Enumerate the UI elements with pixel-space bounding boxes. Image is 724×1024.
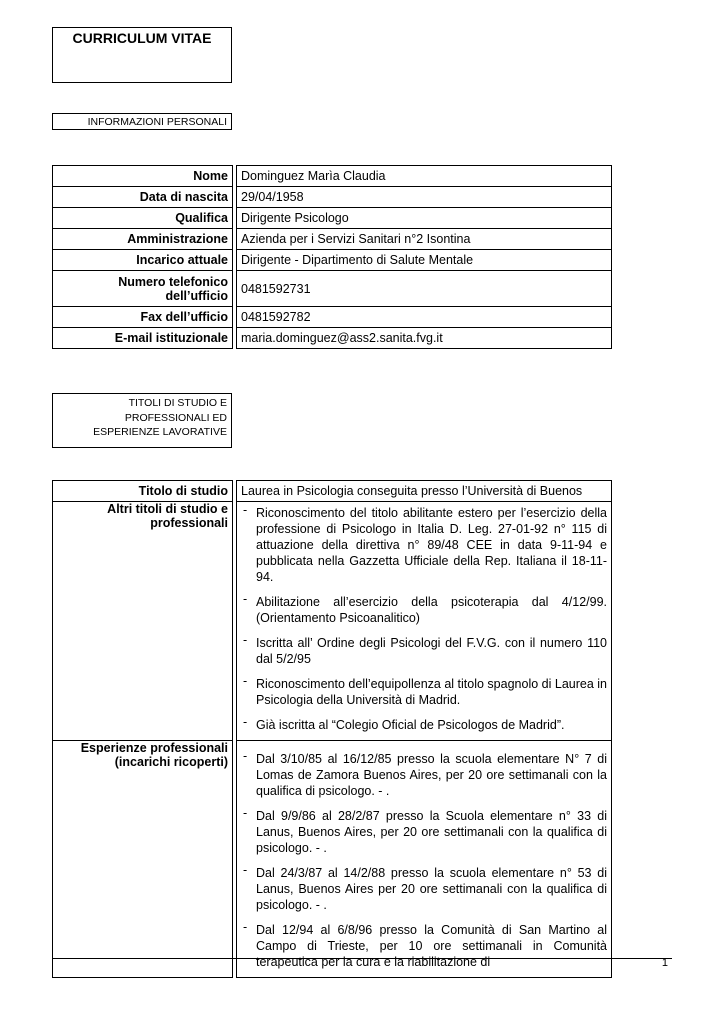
field-value: Dirigente - Dipartimento di Salute Mentale [237, 250, 612, 271]
list-item: - Riconoscimento del titolo abilitante estero per l’esercizio della professione di Psicologo in Italia D. Leg. 27-01-92 n° 115 di attuazione della direttiva n° 89/48 CEE in data 9-11-94 e pubblicata nella Gazzetta Ufficiale della Rep. Italiana il 18-11-94. [241, 505, 607, 585]
table-row [53, 741, 612, 978]
personal-info-table [52, 165, 612, 349]
list-item: - Iscritta all’ Ordine degli Psicologi del F.V.G. con il numero 110 dal 5/2/95 [241, 635, 607, 667]
education-section-heading [52, 393, 232, 448]
field-label: Altri titoli di studio e professionali [53, 502, 233, 741]
field-label: Qualifica [53, 208, 233, 229]
field-label: Nome [53, 166, 233, 187]
personal-section-label: INFORMAZIONI PERSONALI [87, 116, 227, 128]
field-value: Dirigente Psicologo [237, 208, 612, 229]
list-item: - Dal 3/10/85 al 16/12/85 presso la scuola elementare N° 7 di Lomas de Zamora Buenos Aires, per 20 ore settimanali con la qualifica di psicologo. - . [241, 751, 607, 799]
field-label: Numero telefonico dell’ufficio [53, 271, 233, 307]
list-item: - Dal 24/3/87 al 14/2/88 presso la scuola elementare n° 53 di Lanus, Buenos Aires per 20 ore settimanali con la qualifica di psicologo. - . [241, 865, 607, 913]
field-label: Fax dell’ufficio [53, 307, 233, 328]
field-label: Incarico attuale [53, 250, 233, 271]
section-line: TITOLI DI STUDIO E [128, 397, 227, 409]
list-item: - Riconoscimento dell’equipollenza al titolo spagnolo di Laurea in Psicologia della Università di Madrid. [241, 676, 607, 708]
table-row [53, 250, 612, 271]
field-value: 0481592782 [237, 307, 612, 328]
field-value: 0481592731 [237, 271, 612, 307]
title-box [52, 27, 232, 83]
section-line: PROFESSIONALI ED [124, 411, 227, 424]
field-label: Esperienze professionali (incarichi ricoperti) [53, 741, 233, 978]
table-row [53, 208, 612, 229]
list-item: - Già iscritta al “Colegio Oficial de Psicologos de Madrid”. [241, 717, 607, 733]
table-row [53, 187, 612, 208]
page-number: 1 [661, 957, 668, 969]
document-title: CURRICULUM VITAE [72, 30, 212, 46]
list-item: - Abilitazione all’esercizio della psicoterapia dal 4/12/99.(Orientamento Psicoanalitico) [241, 594, 607, 626]
field-value [237, 741, 612, 978]
table-row [53, 481, 612, 502]
section-line: ESPERIENZE LAVORATIVE [93, 426, 227, 438]
field-value: Azienda per i Servizi Sanitari n°2 Isontina [237, 229, 612, 250]
list-item: - Dal 9/9/86 al 28/2/87 presso la Scuola elementare n° 33 di Lanus, Buenos Aires, per 20 ore settimanali con la qualifica di psicologo. - . [241, 808, 607, 856]
personal-section-heading [52, 113, 232, 130]
field-label: Amministrazione [53, 229, 233, 250]
field-value [237, 502, 612, 741]
table-row [53, 271, 612, 307]
field-value: 29/04/1958 [237, 187, 612, 208]
field-label: Data di nascita [53, 187, 233, 208]
email-value: maria.dominguez@ass2.sanita.fvg.it [237, 328, 612, 349]
field-label: E-mail istituzionale [53, 328, 233, 349]
table-row [53, 166, 612, 187]
table-row [53, 328, 612, 349]
table-row [53, 502, 612, 741]
experience-list [241, 741, 607, 970]
field-value: Laurea in Psicologia conseguita presso l’Università di Buenos [237, 481, 612, 502]
table-row [53, 307, 612, 328]
footer-divider [52, 958, 672, 959]
field-label: Titolo di studio [53, 481, 233, 502]
education-table [52, 480, 612, 978]
table-row [53, 229, 612, 250]
field-value: Dominguez Marìa Claudia [237, 166, 612, 187]
other-titles-list [241, 502, 607, 733]
list-item: - Dal 12/94 al 6/8/96 presso la Comunità di San Martino al Campo di Trieste, per 10 ore settimanali in Comunità terapeutica per la cura e la riabilitazione di [241, 922, 607, 970]
